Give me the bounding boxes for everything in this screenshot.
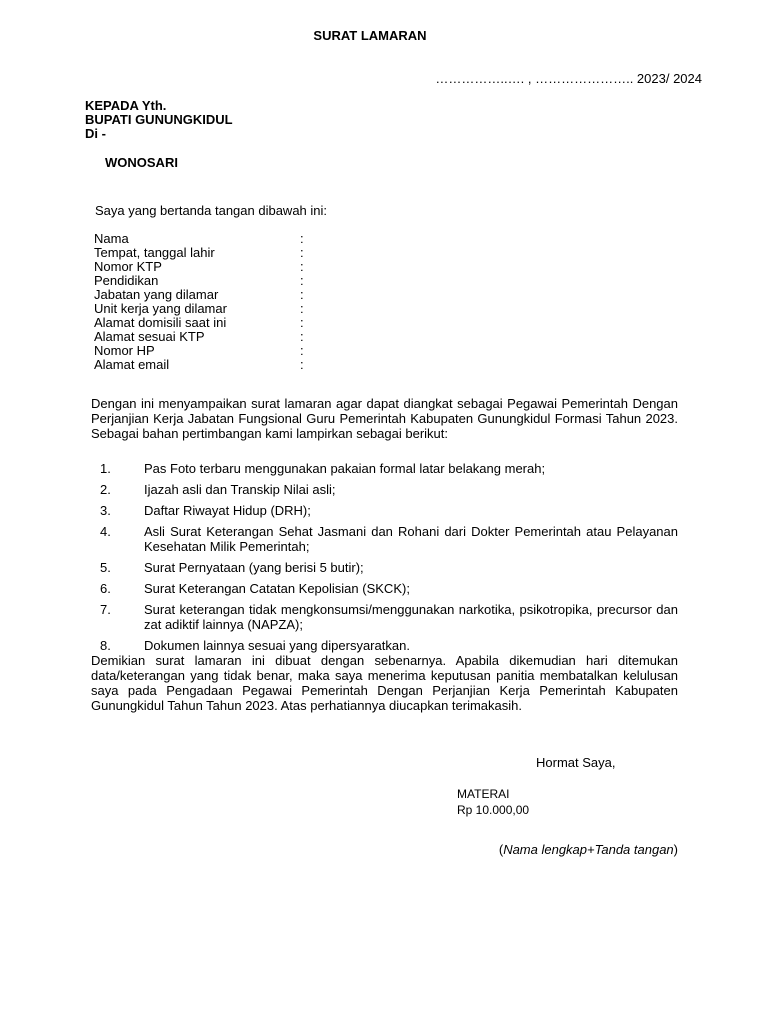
field-label: Tempat, tanggal lahir: [94, 245, 215, 260]
field-label: Alamat email: [94, 357, 170, 372]
list-text: Surat Keterangan Catatan Kepolisian (SKCK);: [144, 581, 410, 596]
field-label: Alamat sesuai KTP: [94, 329, 205, 344]
field-row: [94, 259, 304, 274]
field-colon: :: [300, 315, 304, 330]
list-number: 1.: [100, 461, 111, 476]
field-label: Alamat domisili saat ini: [94, 315, 227, 330]
field-row: [94, 273, 304, 288]
list-number: 7.: [100, 602, 111, 617]
list-item: [100, 524, 678, 554]
list-item: [100, 461, 678, 476]
field-label: Nama: [94, 231, 129, 246]
list-text: Dokumen lainnya sesuai yang dipersyaratkan.: [144, 638, 410, 653]
intro-text: Saya yang bertanda tangan dibawah ini:: [95, 203, 328, 218]
signature-hint: Nama lengkap+Tanda tangan: [503, 842, 674, 857]
list-text: Surat keterangan tidak mengkonsumsi/menggunakan narkotika, psikotropika, precursor dan zat adiktif lainnya (NAPZA);: [144, 602, 678, 632]
signature-line: [499, 842, 678, 857]
field-row: [94, 357, 304, 372]
field-row: [94, 329, 304, 344]
list-item: [100, 560, 678, 575]
field-row: [94, 343, 304, 358]
date-line: ……………..…. , ………………….. 2023/ 2024: [435, 71, 702, 86]
list-number: 2.: [100, 482, 111, 497]
list-item: [100, 482, 678, 497]
list-number: 6.: [100, 581, 111, 596]
field-colon: :: [300, 231, 304, 246]
list-number: 3.: [100, 503, 111, 518]
list-text: Ijazah asli dan Transkip Nilai asli;: [144, 482, 336, 497]
signature-open-paren: (: [498, 842, 504, 857]
field-label: Nomor KTP: [94, 259, 162, 274]
field-label: Pendidikan: [94, 273, 159, 288]
body-paragraph-application: Dengan ini menyampaikan surat lamaran agar dapat diangkat sebagai Pegawai Pemerintah Dengan Perjanjian Kerja Jabatan Fungsional Guru Pemerintah Kabupaten Gunungkidul Formasi Tahun 2023. Sebagai bahan pertimbangan kami lampirkan sebagai berikut:: [91, 396, 678, 441]
materai-stamp: [457, 786, 529, 818]
list-text: Surat Pernyataan (yang berisi 5 butir);: [144, 560, 364, 575]
field-label: Unit kerja yang dilamar: [94, 301, 227, 316]
field-colon: :: [300, 273, 304, 288]
list-number: 4.: [100, 524, 111, 539]
addressee-name: BUPATI GUNUNGKIDUL: [85, 112, 233, 127]
field-row: [94, 287, 304, 302]
addressee-salutation: KEPADA Yth.: [85, 98, 167, 113]
addressee-block: [85, 99, 233, 141]
list-item: [100, 638, 678, 653]
field-row: [94, 245, 304, 260]
materai-label: MATERAI: [457, 787, 510, 801]
field-colon: :: [300, 301, 304, 316]
field-label: Nomor HP: [94, 343, 155, 358]
list-number: 8.: [100, 638, 111, 653]
addressee-location-prefix: Di -: [85, 126, 106, 141]
list-item: [100, 602, 678, 632]
field-colon: :: [300, 357, 304, 372]
field-colon: :: [300, 245, 304, 260]
list-number: 5.: [100, 560, 111, 575]
list-item: [100, 581, 678, 596]
materai-amount: Rp 10.000,00: [457, 803, 530, 817]
field-colon: :: [300, 259, 304, 274]
field-row: [94, 231, 304, 246]
body-paragraph-closing: Demikian surat lamaran ini dibuat dengan sebenarnya. Apabila dikemudian hari ditemukan data/keterangan yang tidak benar, maka saya menerima keputusan panitia membatalkan kelulusan saya pada Pengadaan Pegawai Pemerintah Dengan Perjanjian Kerja Pemerintah Kabupaten Gunungkidul Tahun Tahun 2023. Atas perhatiannya diucapkan terimakasih.: [91, 653, 678, 713]
field-colon: :: [300, 343, 304, 358]
attachment-list: [100, 461, 678, 659]
signature-close-paren: ): [673, 842, 678, 857]
identity-fields: [94, 231, 304, 372]
field-row: [94, 301, 304, 316]
letter-title: SURAT LAMARAN: [313, 28, 427, 43]
field-colon: :: [300, 287, 304, 302]
field-colon: :: [300, 329, 304, 344]
closing-salutation: Hormat Saya,: [536, 755, 616, 770]
field-row: [94, 315, 304, 330]
list-text: Daftar Riwayat Hidup (DRH);: [144, 503, 311, 518]
list-item: [100, 503, 678, 518]
addressee-city: WONOSARI: [105, 155, 178, 170]
list-text: Asli Surat Keterangan Sehat Jasmani dan Rohani dari Dokter Pemerintah atau Pelayanan Kesehatan Milik Pemerintah;: [144, 524, 678, 554]
field-label: Jabatan yang dilamar: [94, 287, 219, 302]
list-text: Pas Foto terbaru menggunakan pakaian formal latar belakang merah;: [144, 461, 546, 476]
